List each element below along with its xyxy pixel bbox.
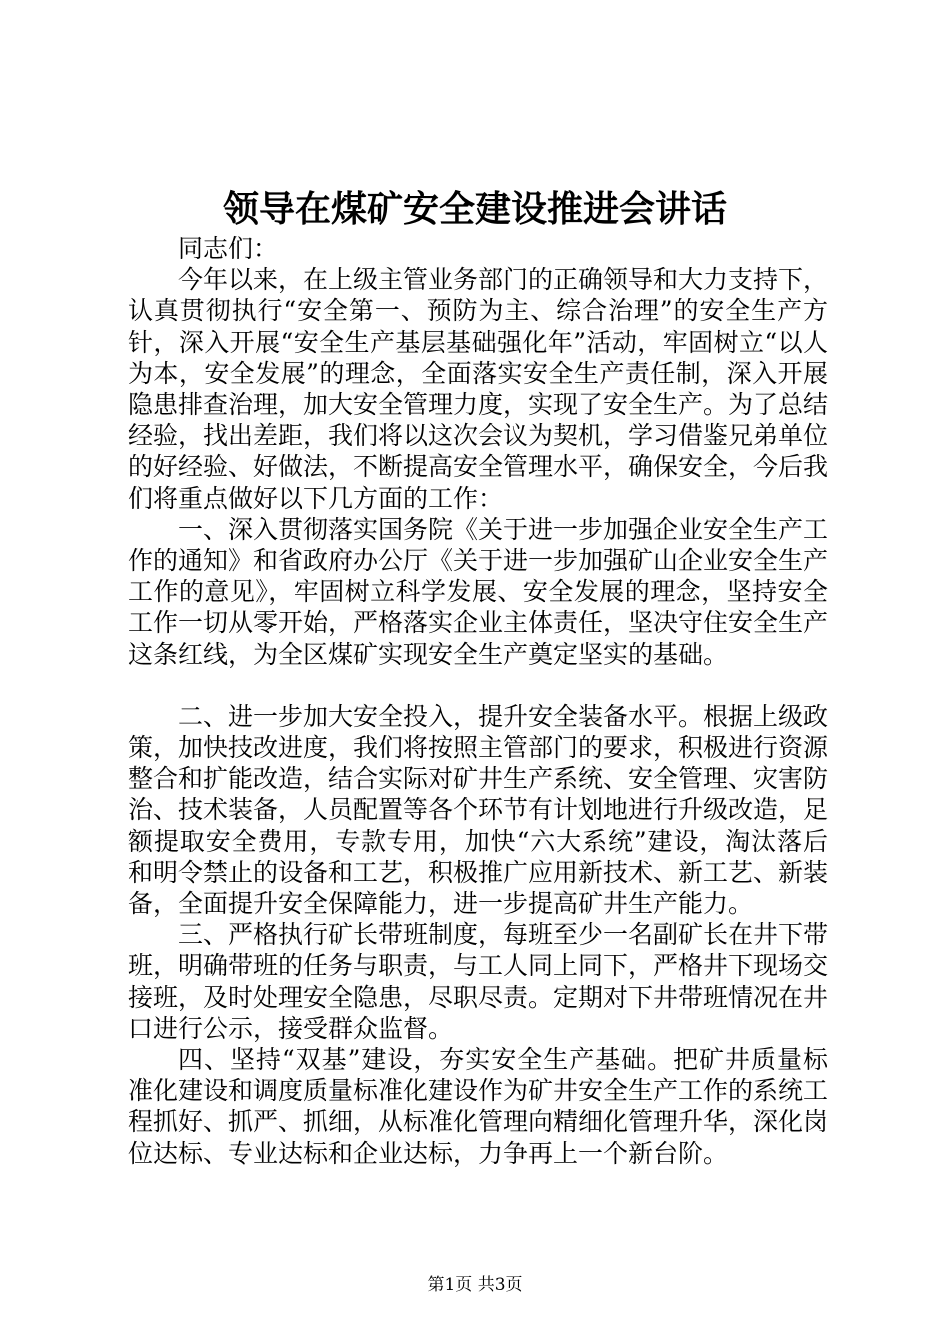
paragraph-point-4: 四、坚持“双基”建设，夯实安全生产基础。把矿井质量标准化建设和调度质量标准化建设作为矿井安全生产工作的系统工程抓好、抓严、抓细，从标准化管理向精细化管理升华，深化岗位达标、专业达标和企业达标，力争再上一个新台阶。 <box>128 1045 829 1168</box>
paragraph-point-1: 一、深入贯彻落实国务院《关于进一步加强企业安全生产工作的通知》和省政府办公厅《关于进一步加强矿山企业安全生产工作的意见》，牢固树立科学发展、安全发展的理念，坚持安全工作一切从零开始，严格落实企业主体责任，坚决守住安全生产这条红线，为全区煤矿实现安全生产奠定坚实的基础。 <box>128 514 829 669</box>
paragraph-point-2: 二、进一步加大安全投入，提升安全装备水平。根据上级政策，加快技改进度，我们将按照主管部门的要求，积极进行资源整合和扩能改造，结合实际对矿井生产系统、安全管理、灾害防治、技术装备，人员配置等各个环节有计划地进行升级改造，足额提取安全费用，专款专用，加快“六大系统”建设，淘汰落后和明令禁止的设备和工艺，积极推广应用新技术、新工艺、新装备，全面提升安全保障能力，进一步提高矿井生产能力。 <box>128 701 829 919</box>
document-body <box>128 233 828 1169</box>
page-number-footer: 第1页 共3页 <box>427 1275 523 1295</box>
paragraph-point-3: 三、严格执行矿长带班制度，每班至少一名副矿长在井下带班，明确带班的任务与职责，与工人同上同下，严格井下现场交接班，及时处理安全隐患，尽职尽责。定期对下井带班情况在井口进行公示，接受群众监督。 <box>128 920 829 1043</box>
document-title: 领导在煤矿安全建设推进会讲话 <box>222 188 727 230</box>
paragraph-intro: 今年以来，在上级主管业务部门的正确领导和大力支持下，认真贯彻执行“安全第一、预防为主、综合治理”的安全生产方针，深入开展“安全生产基层基础强化年”活动，牢固树立“以人为本，安全发展”的理念，全面落实安全生产责任制，深入开展隐患排查治理，加大安全管理力度，实现了安全生产。为了总结经验，找出差距，我们将以这次会议为契机，学习借鉴兄弟单位的好经验、好做法，不断提高安全管理水平，确保安全，今后我们将重点做好以下几方面的工作： <box>128 265 829 513</box>
salutation: 同志们： <box>178 234 279 263</box>
